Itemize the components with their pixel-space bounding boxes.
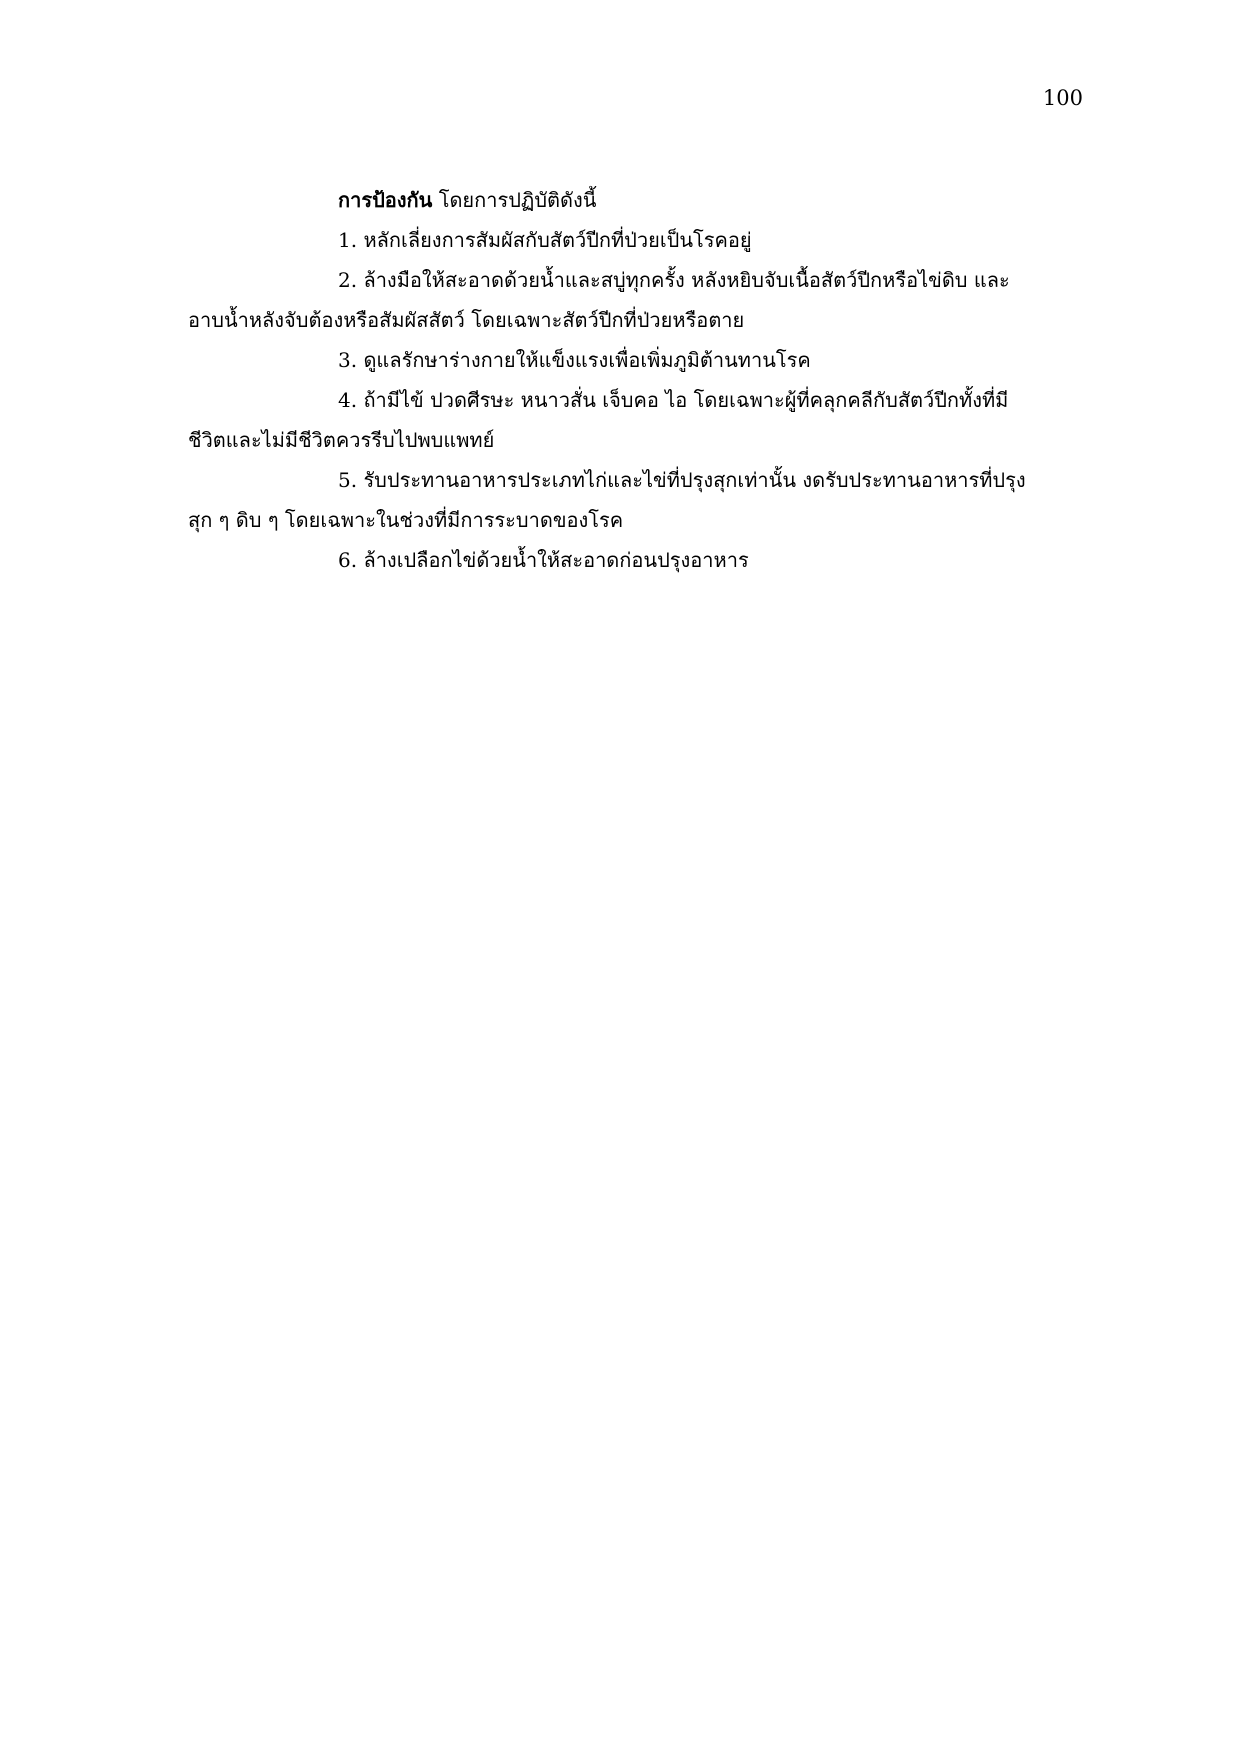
- list-item: [188, 220, 1085, 260]
- list-item-line: 4. ถ้ามีไข้ ปวดศีรษะ หนาวสั่น เจ็บคอ ไอ โดยเฉพาะผู้ที่คลุกคลีกับสัตว์ปีกทั้งที่มี: [338, 388, 1009, 412]
- prevention-section: [188, 180, 1085, 580]
- list-item-line: 5. รับประทานอาหารประเภทไก่และไข่ที่ปรุงสุกเท่านั้น งดรับประทานอาหารที่ปรุง: [338, 468, 1026, 492]
- page-number: 100: [1042, 86, 1083, 110]
- list-item-continuation: ชีวิตและไม่มีชีวิตควรรีบไปพบแพทย์: [188, 428, 495, 452]
- list-item-line: 3. ดูแลรักษาร่างกายให้แข็งแรงเพื่อเพิ่มภูมิต้านทานโรค: [338, 348, 811, 372]
- list-item: [188, 540, 1085, 580]
- list-item-line: 2. ล้างมือให้สะอาดด้วยน้ำและสบู่ทุกครั้ง หลังหยิบจับเนื้อสัตว์ปีกหรือไข่ดิบ และ: [338, 268, 1010, 292]
- list-item: [188, 340, 1085, 380]
- section-heading: [188, 180, 1085, 220]
- list-item: [188, 460, 1085, 540]
- list-item-line: 6. ล้างเปลือกไข่ด้วยน้ำให้สะอาดก่อนปรุงอาหาร: [338, 548, 749, 572]
- list-item: [188, 260, 1085, 340]
- list-item: [188, 380, 1085, 460]
- section-heading-bold: การป้องกัน: [338, 188, 433, 212]
- list-item-line: 1. หลักเลี่ยงการสัมผัสกับสัตว์ปีกที่ป่วยเป็นโรคอยู่: [338, 228, 752, 252]
- section-heading-rest: โดยการปฏิบัติดังนี้: [432, 188, 597, 212]
- list-item-continuation: สุก ๆ ดิบ ๆ โดยเฉพาะในช่วงที่มีการระบาดของโรค: [188, 508, 624, 532]
- list-item-continuation: อาบน้ำหลังจับต้องหรือสัมผัสสัตว์ โดยเฉพาะสัตว์ปีกที่ป่วยหรือตาย: [188, 308, 745, 332]
